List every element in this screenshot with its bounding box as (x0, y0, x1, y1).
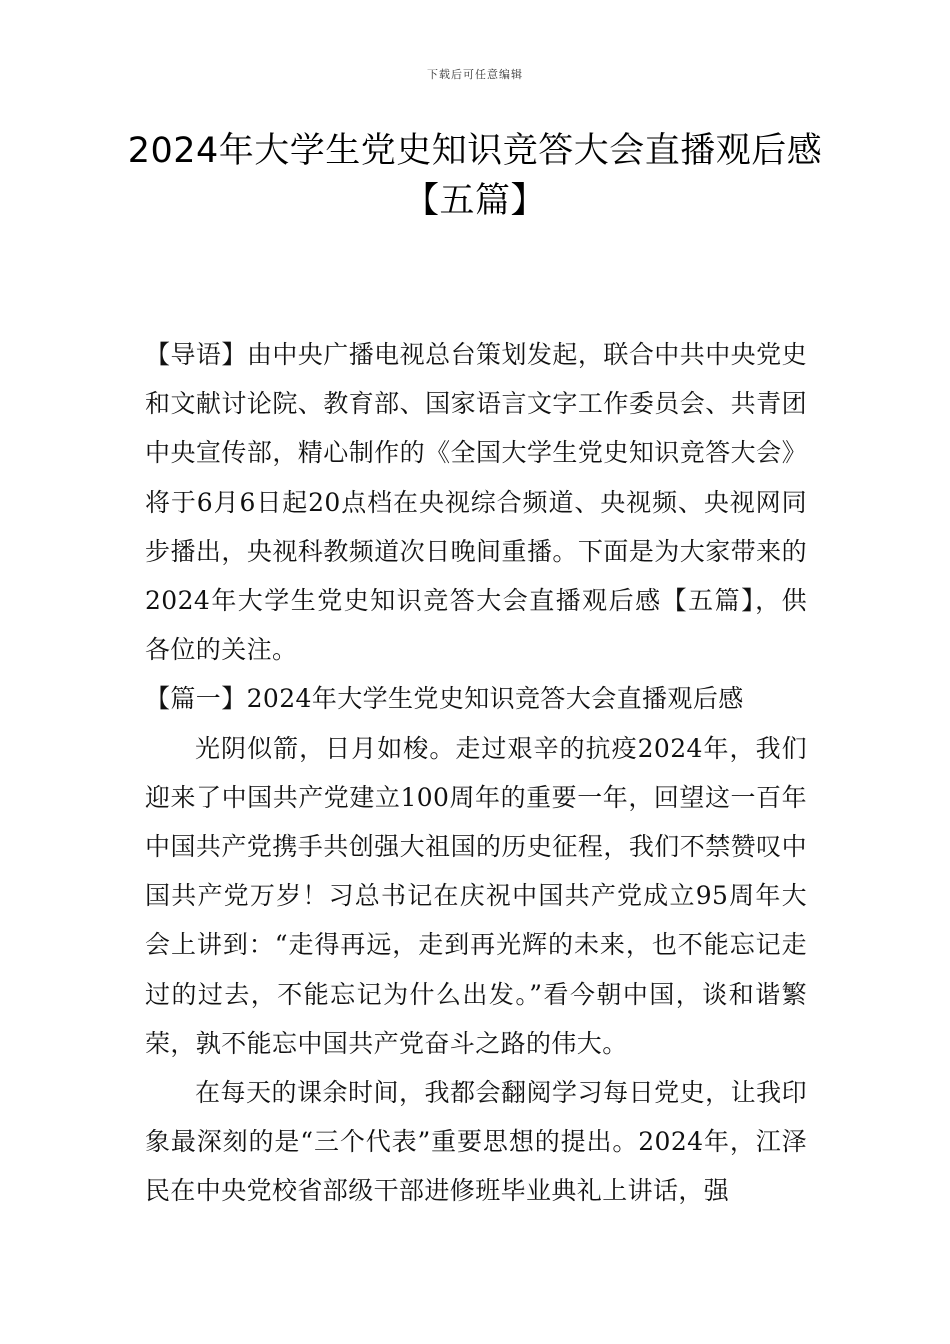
document-title: 2024年大学生党史知识竞答大会直播观后感【五篇】 (127, 131, 823, 221)
body-paragraph: 光阴似箭，日月如梭。走过艰辛的抗疫2024年，我们迎来了中国共产党建立100周年的重要一年，回望这一百年中国共产党携手共创强大祖国的历史征程，我们不禁赞叹中国共产党万岁！习总书记在庆祝中国共产党成立95周年大会上讲到：“走得再远，走到再光辉的未来，也不能忘记走过的过去，不能忘记为什么出发。”看今朝中国，谈和谐繁荣，孰不能忘中国共产党奋斗之路的伟大。 (145, 733, 807, 1058)
header-note: 下载后可任意编辑 (427, 68, 523, 81)
document-body (145, 330, 807, 1216)
section-heading: 【篇一】2024年大学生党史知识竞答大会直播观后感 (145, 684, 744, 714)
body-paragraph: 在每天的课余时间，我都会翻阅学习每日党史，让我印象最深刻的是“三个代表”重要思想的提出。2024年，江泽民在中央党校省部级干部进修班毕业典礼上讲话，强 (145, 1078, 807, 1206)
intro-paragraph: 【导语】由中央广播电视总台策划发起，联合中共中央党史和文献讨论院、教育部、国家语言文字工作委员会、共青团中央宣传部，精心制作的《全国大学生党史知识竞答大会》将于6月6日起20点档在央视综合频道、央视频、央视网同步播出，央视科教频道次日晚间重播。下面是为大家带来的2024年大学生党史知识竞答大会直播观后感【五篇】，供各位的关注。 (145, 340, 807, 665)
